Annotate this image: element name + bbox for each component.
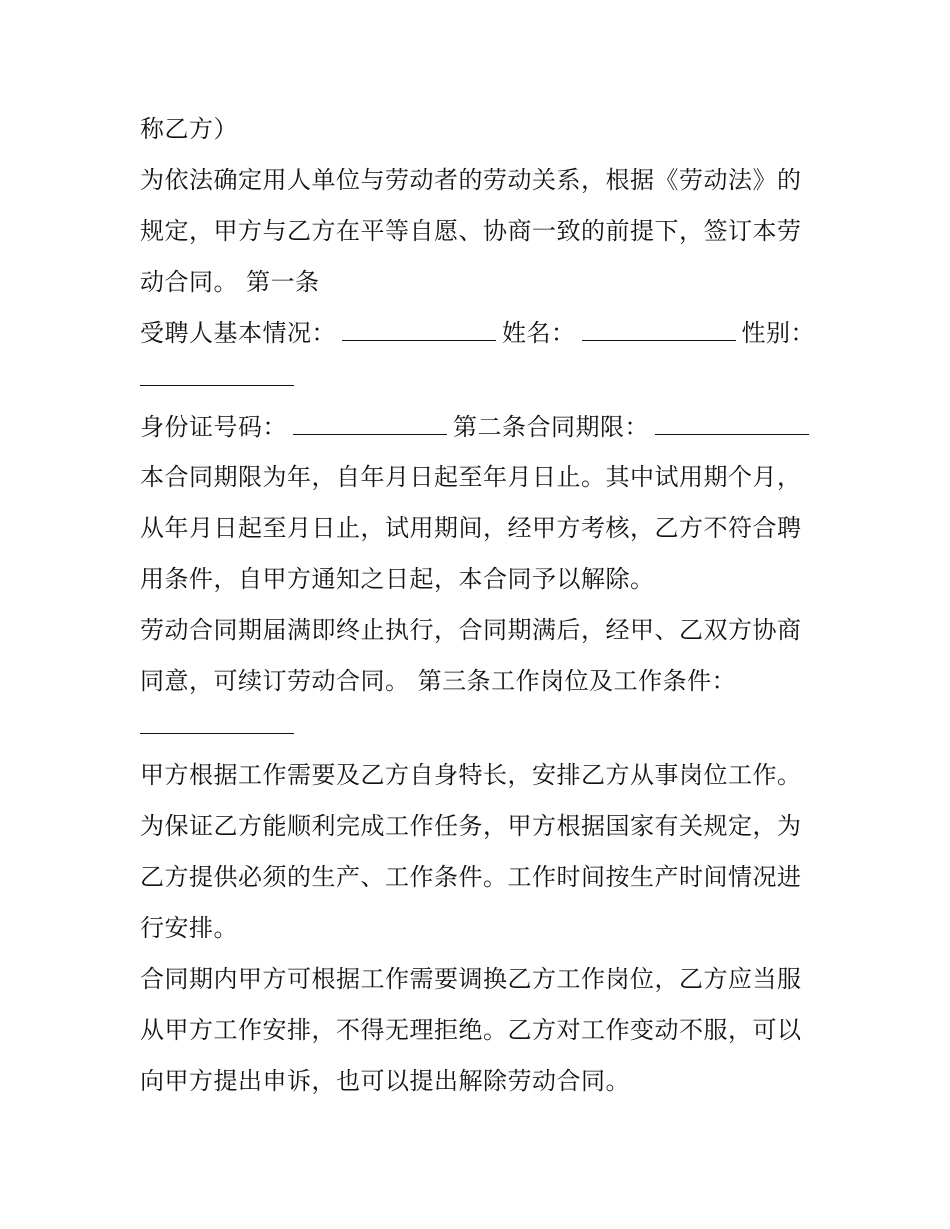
- gender-blank-line: [140, 363, 300, 393]
- text-line: 劳动合同期届满即终止执行，合同期满后，经甲、乙双方协商: [140, 616, 802, 644]
- name-blank: [582, 318, 736, 341]
- id-line: [140, 412, 815, 442]
- id-blank: [293, 412, 447, 435]
- text-line: 从甲方工作安排，不得无理拒绝。乙方对工作变动不服，可以: [140, 1016, 802, 1044]
- basic-info-blank: [342, 318, 496, 341]
- text-line: 甲方根据工作需要及乙方自身特长，安排乙方从事岗位工作。: [140, 761, 802, 789]
- text-line: 本合同期限为年，自年月日起至年月日止。其中试用期个月，: [140, 463, 802, 491]
- id-label: 身份证号码：: [140, 413, 287, 441]
- gender-label: 性别：: [741, 319, 815, 347]
- term-label: 第二条合同期限：: [453, 413, 649, 441]
- text-line: 从年月日起至月日止，试用期间，经甲方考核，乙方不符合聘: [140, 514, 802, 542]
- text-line: 用条件，自甲方通知之日起，本合同予以解除。: [140, 565, 655, 593]
- text-line: 为保证乙方能顺利完成工作任务，甲方根据国家有关规定，为: [140, 812, 802, 840]
- name-label: 姓名：: [502, 319, 576, 347]
- text-line: 向甲方提出申诉，也可以提出解除劳动合同。: [140, 1067, 630, 1095]
- text-line: 行安排。: [140, 914, 238, 942]
- text-line: 规定，甲方与乙方在平等自愿、协商一致的前提下，签订本劳: [140, 217, 802, 245]
- text-line: 乙方提供必须的生产、工作条件。工作时间按生产时间情况进: [140, 863, 802, 891]
- term-blank: [655, 412, 809, 435]
- position-blank: [140, 711, 294, 734]
- position-blank-line: [140, 711, 300, 741]
- text-line: 合同期内甲方可根据工作需要调换乙方工作岗位，乙方应当服: [140, 965, 802, 993]
- basic-info-line: [140, 318, 815, 348]
- text-line: 动合同。 第一条: [140, 268, 320, 296]
- text-line: 为依法确定用人单位与劳动者的劳动关系，根据《劳动法》的: [140, 166, 802, 194]
- basic-info-label: 受聘人基本情况：: [140, 319, 336, 347]
- gender-blank: [140, 363, 294, 386]
- text-line: 同意，可续订劳动合同。 第三条工作岗位及工作条件：: [140, 667, 737, 695]
- text-line: 称乙方）: [140, 115, 238, 143]
